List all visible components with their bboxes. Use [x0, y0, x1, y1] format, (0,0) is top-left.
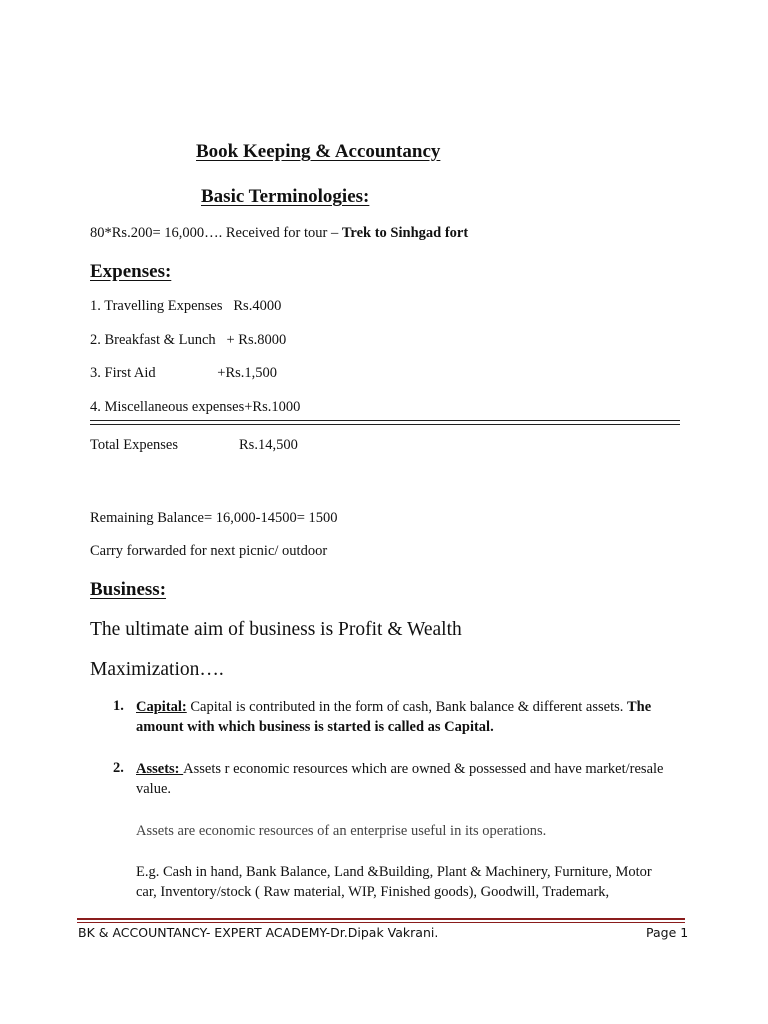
page-title: Book Keeping & Accountancy [196, 141, 441, 162]
intro-line [90, 225, 468, 242]
footer-rule [77, 918, 685, 920]
list-number: 1. [113, 698, 124, 714]
business-heading: Business: [90, 579, 167, 600]
page-subtitle: Basic Terminologies: [201, 186, 370, 207]
divider-rule [90, 420, 680, 421]
assets-example: E.g. Cash in hand, Bank Balance, Land &Building, Plant & Machinery, Furniture, Motor car, Inventory/stock ( Raw material, WIP, Finished goods), Goodwill, Trademark, [136, 864, 652, 900]
business-line-1: The ultimate aim of business is Profit & Wealth [90, 619, 462, 640]
footer-left: BK & ACCOUNTANCY- EXPERT ACADEMY-Dr.Dipak Vakrani. [78, 925, 439, 940]
expense-item: 3. First Aid +Rs.1,500 [90, 365, 278, 381]
assets-text: Assets r economic resources which are owned & possessed and have market/resale value. [136, 761, 664, 797]
total-expenses-label: Total Expenses [90, 437, 178, 453]
expenses-heading: Expenses: [90, 261, 172, 282]
business-line-2: Maximization…. [90, 659, 224, 680]
intro-bold: Trek to Sinhgad fort [341, 225, 469, 241]
list-item-assets [136, 759, 676, 799]
list-item-capital [136, 697, 676, 737]
expense-item: 1. Travelling Expenses Rs.4000 [90, 298, 282, 314]
term-assets: Assets: [136, 761, 184, 777]
assets-note: Assets are economic resources of an enterprise useful in its operations. [136, 823, 547, 839]
term-capital: Capital: [136, 699, 187, 715]
remaining-balance: Remaining Balance= 16,000-14500= 1500 [90, 510, 338, 526]
carry-forward: Carry forwarded for next picnic/ outdoor [90, 543, 328, 559]
expense-item: 4. Miscellaneous expenses+Rs.1000 [90, 399, 301, 415]
capital-text: Capital is contributed in the form of cash, Bank balance & different assets. [186, 699, 627, 715]
expense-item: 2. Breakfast & Lunch + Rs.8000 [90, 332, 287, 348]
page-number: Page 1 [646, 925, 689, 940]
footer-rule [77, 922, 685, 923]
capital-bold: The amount with which business is started is called as Capital. [136, 699, 652, 735]
list-number: 2. [113, 760, 124, 776]
intro-text: 80*Rs.200= 16,000…. Received for tour – [90, 225, 342, 241]
total-expenses-value: Rs.14,500 [239, 437, 298, 453]
divider-rule [90, 424, 680, 425]
